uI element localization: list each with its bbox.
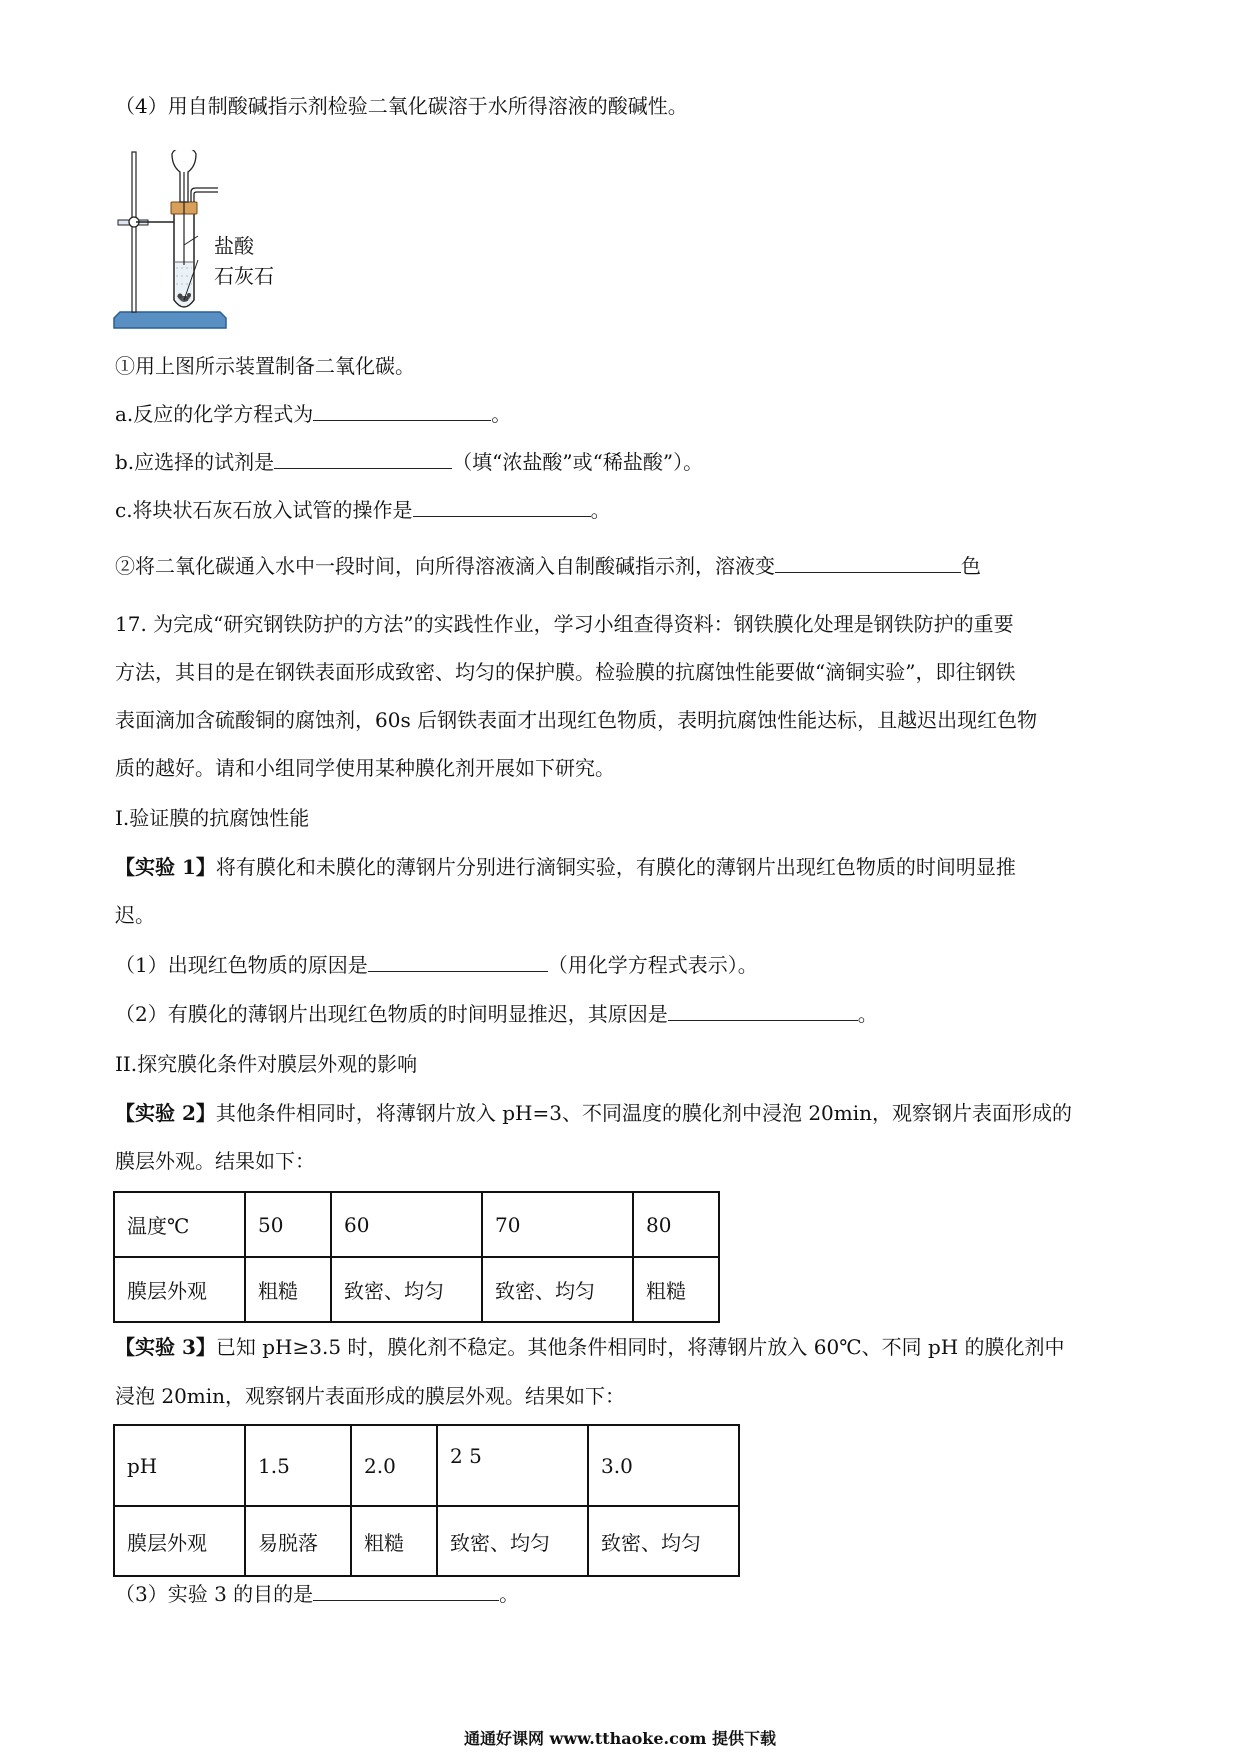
exp1-line-1 bbox=[115, 853, 1016, 881]
table-row bbox=[114, 1192, 719, 1257]
q17-3-answer-blank[interactable] bbox=[313, 1580, 499, 1601]
q17-2 bbox=[115, 1000, 878, 1028]
q17-para-line-1: 17. 为完成“研究钢铁防护的方法”的实践性作业，学习小组查得资料：钢铁膜化处理是钢铁防护的重要 bbox=[115, 612, 1014, 636]
q16-b-suffix: （填“浓盐酸”或“稀盐酸”）。 bbox=[452, 450, 704, 474]
figure-label-limestone: 石灰石 bbox=[214, 264, 274, 288]
table-cell: 2 5 bbox=[437, 1425, 588, 1506]
exp3-text-1: 已知 pH≥3.5 时，膜化剂不稳定。其他条件相同时，将薄钢片放入 60℃、不同 pH 的膜化剂中 bbox=[215, 1335, 1065, 1359]
q17-1-suffix: （用化学方程式表示）。 bbox=[547, 953, 758, 977]
q17-para-line-4: 质的越好。请和小组同学使用某种膜化剂开展如下研究。 bbox=[115, 756, 615, 780]
q17-3 bbox=[115, 1580, 519, 1608]
q16-a bbox=[115, 400, 511, 428]
q17-3-suffix: 。 bbox=[499, 1582, 520, 1606]
table-cell: 致密、均匀 bbox=[482, 1257, 633, 1322]
q17-para-line-2: 方法，其目的是在钢铁表面形成致密、均匀的保护膜。检验膜的抗腐蚀性能要做“滴铜实验”，即往钢铁 bbox=[115, 660, 1016, 684]
table-cell: 50 bbox=[245, 1192, 331, 1257]
temperature-table bbox=[113, 1191, 720, 1323]
q16-b bbox=[115, 448, 703, 476]
q16-c-answer-blank[interactable] bbox=[413, 496, 591, 517]
table-cell: 膜层外观 bbox=[114, 1506, 245, 1576]
table-cell: pH bbox=[114, 1425, 245, 1506]
co2-apparatus-figure bbox=[112, 150, 282, 334]
table-cell: 致密、均匀 bbox=[588, 1506, 739, 1576]
q17-1-answer-blank[interactable] bbox=[368, 951, 548, 972]
table-cell: 60 bbox=[331, 1192, 482, 1257]
exp2-line-1 bbox=[115, 1099, 1072, 1127]
table-cell: 粗糙 bbox=[633, 1257, 719, 1322]
q16-step2-suffix: 色 bbox=[961, 554, 981, 578]
q17-2-suffix: 。 bbox=[857, 1002, 878, 1026]
table-cell: 70 bbox=[482, 1192, 633, 1257]
exp2-tag: 【实验 2】 bbox=[115, 1101, 216, 1125]
q16-b-answer-blank[interactable] bbox=[274, 448, 452, 469]
q16-a-answer-blank[interactable] bbox=[313, 400, 491, 421]
q17-3-prefix: （3）实验 3 的目的是 bbox=[115, 1582, 314, 1606]
q16-b-prefix: b.应选择的试剂是 bbox=[115, 450, 275, 474]
q17-1-prefix: （1）出现红色物质的原因是 bbox=[115, 953, 368, 977]
table-cell: 致密、均匀 bbox=[331, 1257, 482, 1322]
exp3-tag: 【实验 3】 bbox=[115, 1335, 216, 1359]
table-row bbox=[114, 1506, 739, 1576]
table-row bbox=[114, 1425, 739, 1506]
exp2-text-2: 膜层外观。结果如下： bbox=[115, 1149, 315, 1173]
q17-1 bbox=[115, 951, 758, 979]
table-cell: 粗糙 bbox=[245, 1257, 331, 1322]
exp1-text-1: 将有膜化和未膜化的薄钢片分别进行滴铜实验，有膜化的薄钢片出现红色物质的时间明显推 bbox=[215, 855, 1016, 879]
q16-c bbox=[115, 496, 611, 524]
q16-step2-prefix: ②将二氧化碳通入水中一段时间，向所得溶液滴入自制酸碱指示剂，溶液变 bbox=[115, 554, 775, 578]
table-cell: 温度℃ bbox=[114, 1192, 245, 1257]
ph-table bbox=[113, 1424, 740, 1577]
table-cell: 2.0 bbox=[351, 1425, 437, 1506]
q16-step2-answer-blank[interactable] bbox=[775, 552, 961, 573]
q16-step2 bbox=[115, 552, 981, 580]
table-cell: 粗糙 bbox=[351, 1506, 437, 1576]
table-cell: 3.0 bbox=[588, 1425, 739, 1506]
table-cell: 易脱落 bbox=[245, 1506, 351, 1576]
q17-2-prefix: （2）有膜化的薄钢片出现红色物质的时间明显推迟，其原因是 bbox=[115, 1002, 668, 1026]
exp3-text-2: 浸泡 20min，观察钢片表面形成的膜层外观。结果如下： bbox=[115, 1384, 626, 1408]
q16-c-prefix: c.将块状石灰石放入试管的操作是 bbox=[115, 498, 413, 522]
footer-source: 通通好课网 www.tthaoke.com 提供下载 bbox=[463, 1729, 777, 1748]
table-cell: 致密、均匀 bbox=[437, 1506, 588, 1576]
table-cell: 膜层外观 bbox=[114, 1257, 245, 1322]
table-row bbox=[114, 1257, 719, 1322]
exp1-tag: 【实验 1】 bbox=[115, 855, 216, 879]
step1-text: ①用上图所示装置制备二氧化碳。 bbox=[115, 354, 415, 378]
section-2-heading: II.探究膜化条件对膜层外观的影响 bbox=[115, 1052, 418, 1076]
q16-4-intro: （4）用自制酸碱指示剂检验二氧化碳溶于水所得溶液的酸碱性。 bbox=[115, 94, 688, 118]
exp3-line-1 bbox=[115, 1333, 1065, 1361]
table-cell: 80 bbox=[633, 1192, 719, 1257]
exp1-text-2: 迟。 bbox=[115, 903, 155, 927]
q16-a-prefix: a.反应的化学方程式为 bbox=[115, 402, 314, 426]
q16-c-suffix: 。 bbox=[590, 498, 611, 522]
table-cell: 1.5 bbox=[245, 1425, 351, 1506]
q17-para-line-3: 表面滴加含硫酸铜的腐蚀剂，60s 后钢铁表面才出现红色物质，表明抗腐蚀性能达标，且越迟出现红色物 bbox=[115, 708, 1038, 732]
q17-2-answer-blank[interactable] bbox=[668, 1000, 858, 1021]
exp2-text-1: 其他条件相同时，将薄钢片放入 pH=3、不同温度的膜化剂中浸泡 20min，观察钢片表面形成的 bbox=[215, 1101, 1073, 1125]
q16-a-suffix: 。 bbox=[491, 402, 512, 426]
section-1-heading: I.验证膜的抗腐蚀性能 bbox=[115, 806, 310, 830]
figure-label-hydrochloric-acid: 盐酸 bbox=[214, 234, 254, 258]
